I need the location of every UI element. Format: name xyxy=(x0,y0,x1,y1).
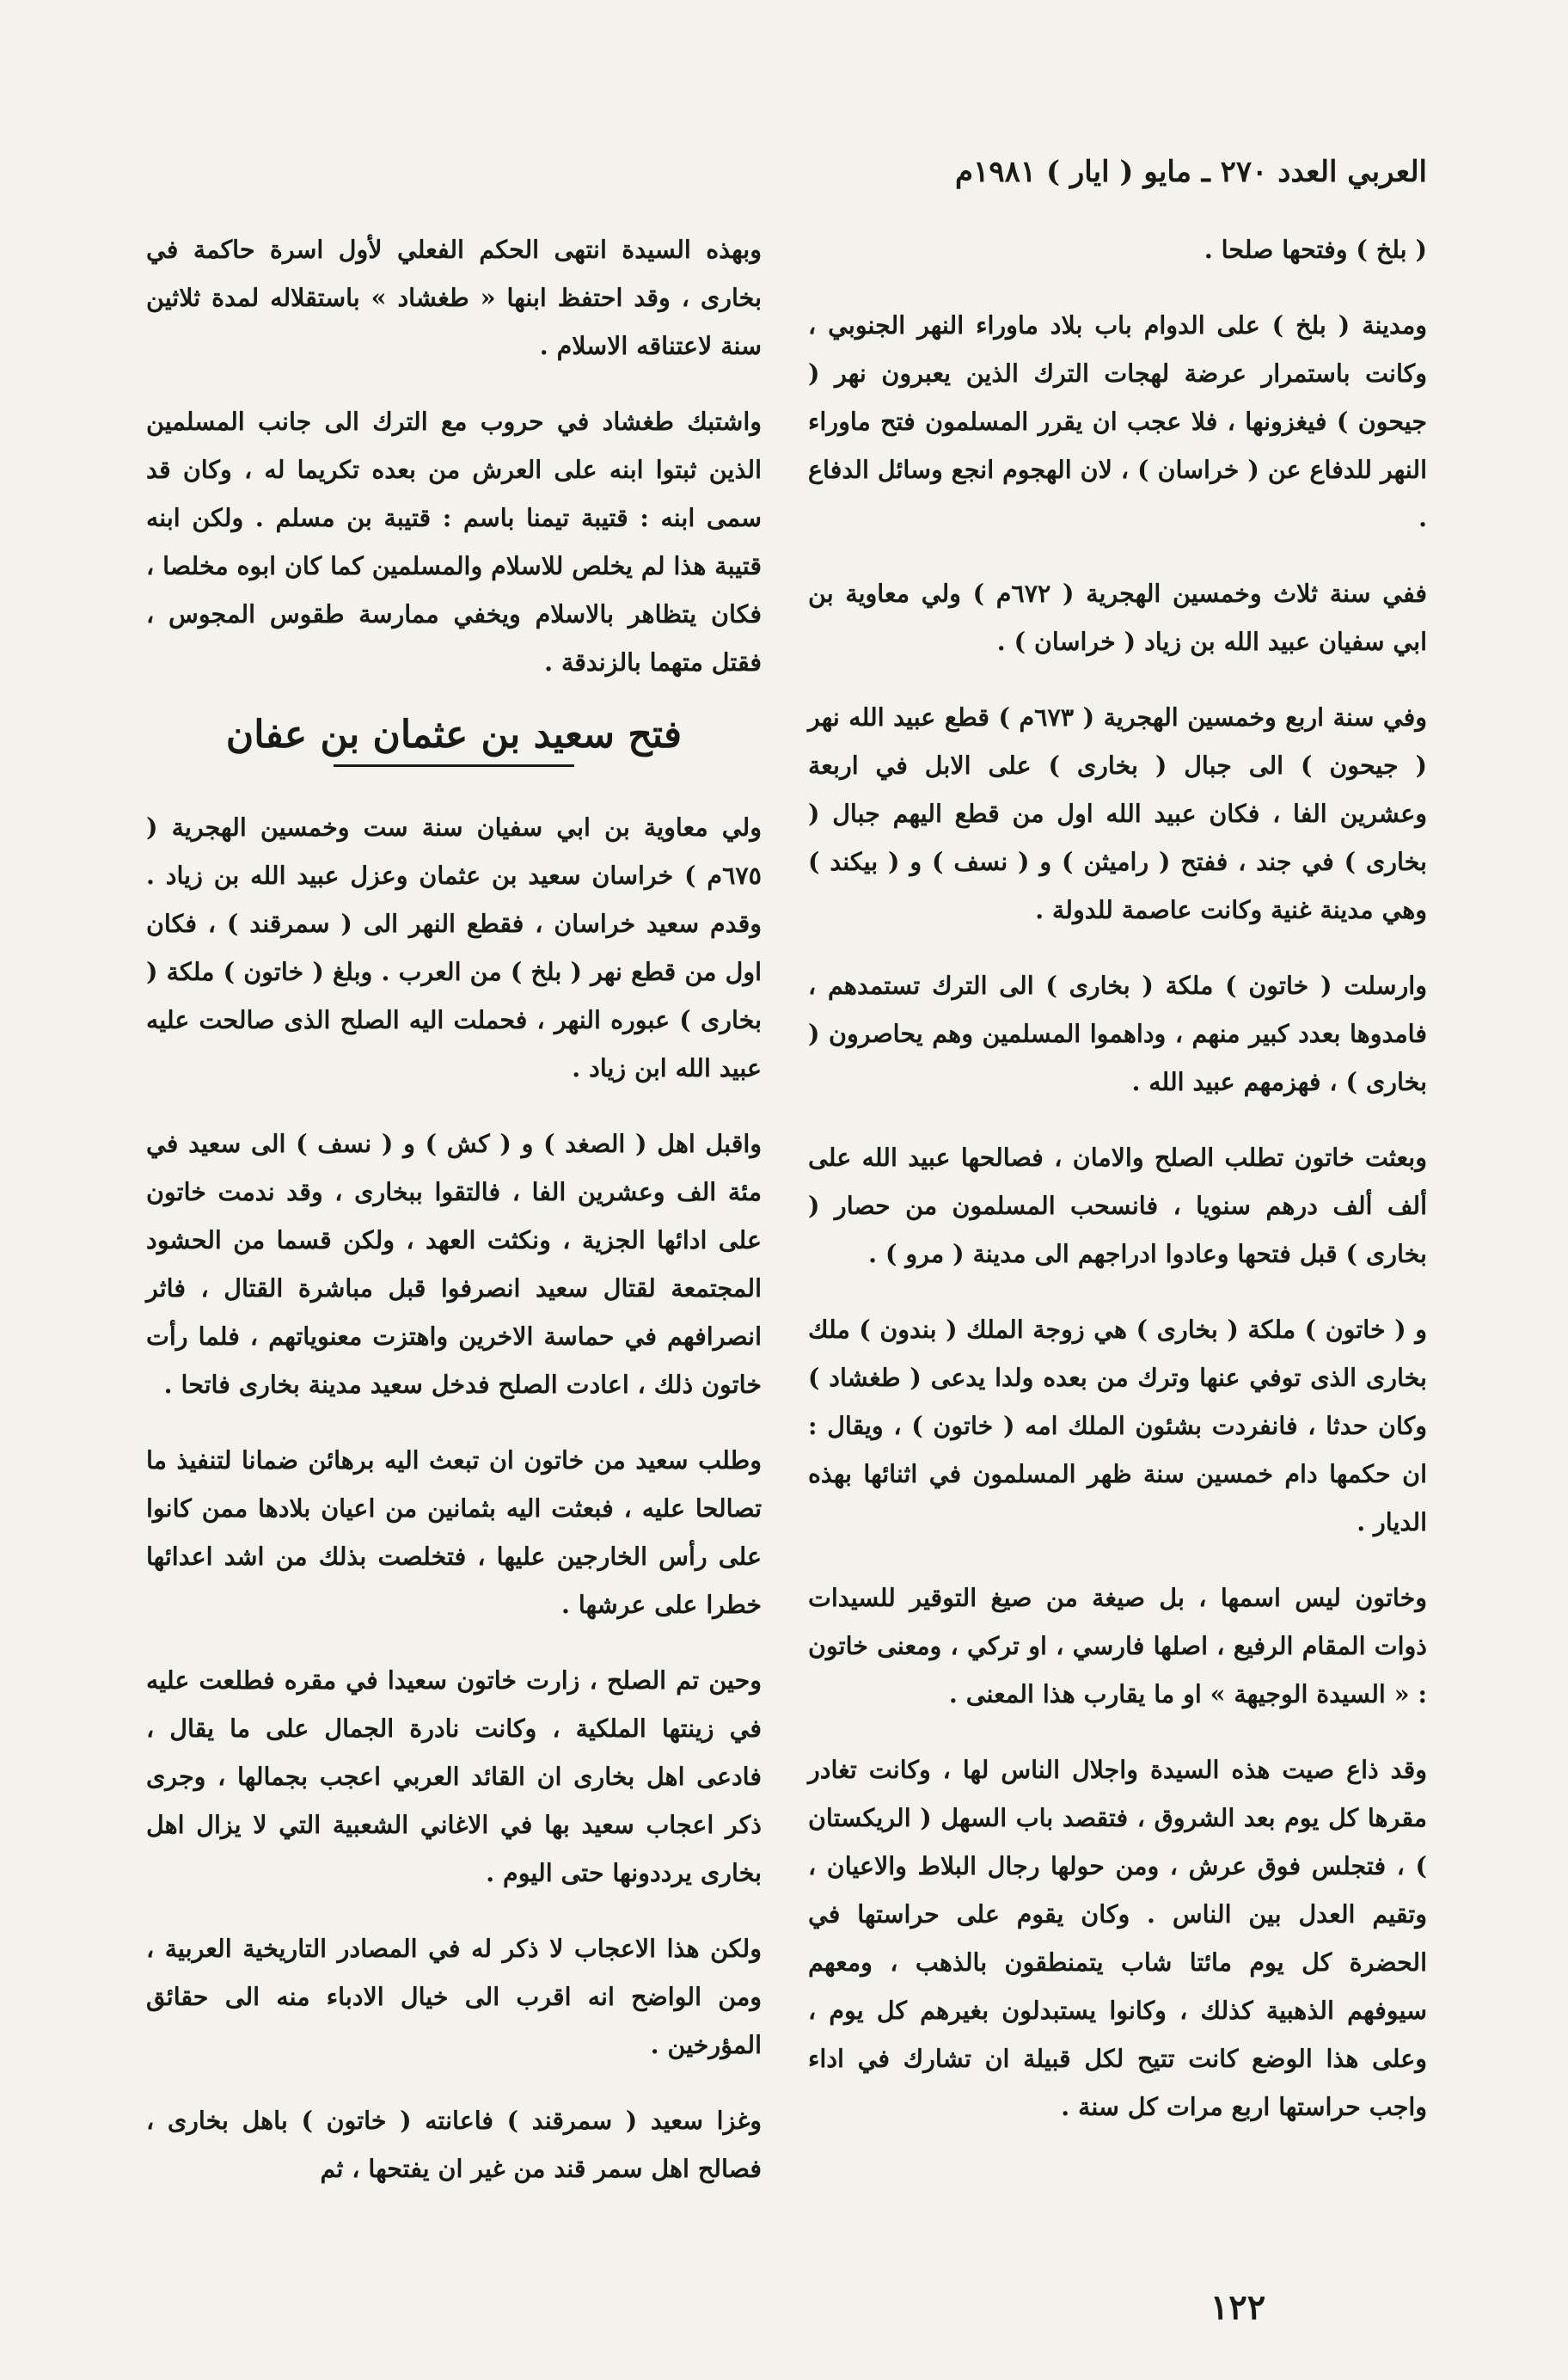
running-header: العربي العدد ٢٧٠ ـ مايو ( ايار ) ١٩٨١م xyxy=(955,155,1427,189)
paragraph: وارسلت ( خاتون ) ملكة ( بخارى ) الى الترك تستمدهم ، فامدوها بعدد كبير منهم ، وداهموا المسلمين وهم يحاصرون ( بخارى ) ، فهزمهم عبيد الله . xyxy=(808,971,1427,1096)
section-heading: فتح سعيد بن عثمان بن عفان xyxy=(225,713,683,757)
page-number: ١٢٢ xyxy=(1210,2287,1266,2328)
paragraph: وخاتون ليس اسمها ، بل صيغة من صيغ التوقير للسيدات ذوات المقام الرفيع ، اصلها فارسي ، او تركي ، ومعنى خاتون : « السيدة الوجيهة » او ما يقارب هذا المعنى . xyxy=(808,1583,1427,1708)
paragraph: وطلب سعيد من خاتون ان تبعث اليه برهائن ضمانا لتنفيذ ما تصالحا عليه ، فبعثت اليه بثمانين من اعيان بلادها ممن كانوا على رأس الخارجين عليها ، فتخلصت بذلك من اشد اعدائها خطرا على عرشها . xyxy=(146,1445,762,1620)
paragraph: ولكن هذا الاعجاب لا ذكر له في المصادر التاريخية العربية ، ومن الواضح انه اقرب الى خيال الادباء منه الى حقائق المؤرخين . xyxy=(146,1934,762,2060)
paragraph: وفي سنة اربع وخمسين الهجرية ( ٦٧٣م ) قطع عبيد الله نهر ( جيحون ) الى جبال ( بخارى ) على الابل في اربعة وعشرين الفا ، فكان عبيد الله اول من قطع اليهم جبال ( بخارى ) في جند ، ففتح ( راميثن ) و ( نسف ) و ( بيكند ) وهي مدينة غنية وكانت عاصمة للدولة . xyxy=(808,702,1427,924)
right-column xyxy=(808,225,1427,2158)
paragraph: ففي سنة ثلاث وخمسين الهجرية ( ٦٧٢م ) ولي معاوية بن ابي سفيان عبيد الله بن زياد ( خراسان ) . xyxy=(808,579,1427,656)
paragraph: ولي معاوية بن ابي سفيان سنة ست وخمسين الهجرية ( ٦٧٥م ) خراسان سعيد بن عثمان وعزل عبيد الله بن زياد . وقدم سعيد خراسان ، فقطع النهر الى ( سمرقند ) ، فكان اول من قطع نهر ( بلخ ) من العرب . وبلغ ( خاتون ) ملكة ( بخارى ) عبوره النهر ، فحملت اليه الصلح الذى صالحت عليه عبيد الله ابن زياد . xyxy=(146,813,762,1083)
heading-underline xyxy=(334,764,574,767)
paragraph: واشتبك طغشاد في حروب مع الترك الى جانب المسلمين الذين ثبتوا ابنه على العرش من بعده تكريما له ، وكان قد سمى ابنه : قتيبة تيمنا باسم : قتيبة بن مسلم . ولكن ابنه قتيبة هذا لم يخلص للاسلام والمسلمين كما كان ابوه مخلصا ، فكان يتظاهر بالاسلام ويخفي ممارسة طقوس المجوس ، فقتل متهما بالزندقة . xyxy=(146,407,762,677)
paragraph: و ( خاتون ) ملكة ( بخارى ) هي زوجة الملك ( بندون ) ملك بخارى الذى توفي عنها وترك من بعده ولدا يدعى ( طغشاد ) وكان حدثا ، فانفردت بشئون الملك امه ( خاتون ) ، ويقال : ان حكمها دام خمسين سنة ظهر المسلمون في اثنائها بهذه الديار . xyxy=(808,1315,1427,1537)
paragraph: وحين تم الصلح ، زارت خاتون سعيدا في مقره فطلعت عليه في زينتها الملكية ، وكانت نادرة الجمال على ما يقال ، فادعى اهل بخارى ان القائد العربي اعجب بجمالها ، وجرى ذكر اعجاب سعيد بها في الاغاني الشعبية التي لا يزال اهل بخارى يرددونها حتى اليوم . xyxy=(146,1665,762,1888)
paragraph: وبعثت خاتون تطلب الصلح والامان ، فصالحها عبيد الله على ألف ألف درهم سنويا ، فانسحب المسلمون من حصار ( بخارى ) قبل فتحها وعادوا ادراجهم الى مدينة ( مرو ) . xyxy=(808,1143,1427,1268)
paragraph: واقبل اهل ( الصغد ) و ( كش ) و ( نسف ) الى سعيد في مئة الف وعشرين الفا ، فالتقوا ببخارى ، وقد ندمت خاتون على ادائها الجزية ، ونكثت العهد ، ولكن قسما من الحشود المجتمعة لقتال سعيد انصرفوا قبل مباشرة القتال ، فاثر انصرافهم في حماسة الاخرين واهتزت معنوياتهم ، فلما رأت خاتون ذلك ، اعادت الصلح فدخل سعيد مدينة بخارى فاتحا . xyxy=(146,1129,762,1400)
paragraph: ومدينة ( بلخ ) على الدوام باب بلاد ماوراء النهر الجنوبي ، وكانت باستمرار عرضة لهجات الترك الذين يعبرون نهر ( جيحون ) فيغزونها ، فلا عجب ان يقرر المسلمون فتح ماوراء النهر للدفاع عن ( خراسان ) ، لان الهجوم انجع وسائل الدفاع . xyxy=(808,310,1427,532)
paragraph: ( بلخ ) وفتحها صلحا . xyxy=(1204,235,1427,264)
left-column xyxy=(146,225,762,2220)
paragraph: وقد ذاع صيت هذه السيدة واجلال الناس لها ، وكانت تغادر مقرها كل يوم بعد الشروق ، فتقصد باب السهل ( الريكستان ) ، فتجلس فوق عرش ، ومن حولها رجال البلاط والاعيان ، وتقيم العدل بين الناس . وكان يقوم على حراستها في الحضرة كل يوم مائتا شاب يتمنطقون بالذهب ، ومعهم سيوفهم الذهبية كذلك ، وكانوا يستبدلون بغيرهم كل يوم ، وعلى هذا الوضع كانت تتيح لكل قبيلة ان تشارك في اداء واجب حراستها اربع مرات كل سنة . xyxy=(808,1755,1427,2121)
paragraph: وبهذه السيدة انتهى الحكم الفعلي لأول اسرة حاكمة في بخارى ، وقد احتفظ ابنها « طغشاد » باستقلاله لمدة ثلاثين سنة لاعتناقه الاسلام . xyxy=(146,235,762,360)
paragraph: وغزا سعيد ( سمرقند ) فاعانته ( خاتون ) باهل بخارى ، فصالح اهل سمر قند من غير ان يفتحها ، ثم xyxy=(146,2106,762,2184)
